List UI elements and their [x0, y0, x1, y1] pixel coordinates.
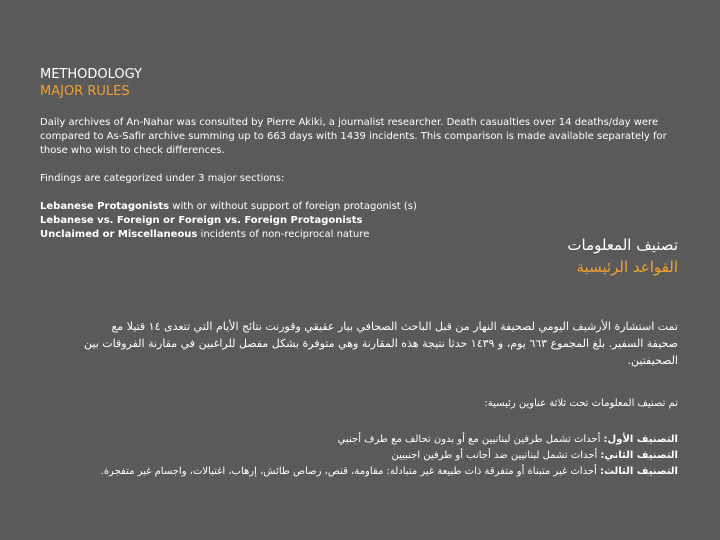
arabic-paragraph: تمت استشارة الأرشيف اليومي لصحيفة النهار من قبل الباحث الصحافي بيار عقيقي وقورنت نتائج الأيام التي تتعدى ١٤ قتيلا مع صحيفة السفير. بلغ المجموع ٦٦٣ يوم، و ١٤٣٩ حدثا نتيجة هذه المقارنة وهي متوفرة بشكل مفصل للراغبين في مقارنة الفروقات بين الصحيفتين.	[84, 320, 678, 367]
category-label: التصنيف الثاني:	[600, 450, 678, 461]
english-paragraph: Daily archives of An-Nahar was consulted by Pierre Akiki, a journalist researcher. Death casualties over 14 deaths/day were compared to As-Safir archive summing up to 663 days with 1439 incidents. This comparison is made available separately for those who wish to check differences.	[40, 117, 667, 156]
english-findings-intro: Findings are categorized under 3 major sections:	[40, 173, 285, 184]
category-text: أحداث تشمل طرفين لبنانيين مع أو بدون تحالف مع طرف أجنبي	[337, 434, 604, 445]
category-label: التصنيف الثالث:	[599, 466, 678, 477]
category-text: with or without support of foreign protagonist (s)	[169, 201, 417, 212]
english-heading	[40, 66, 690, 100]
arabic-categories	[58, 432, 678, 480]
arabic-title: تصنيف المعلومات	[567, 236, 678, 254]
arabic-findings-intro: تم تصنيف المعلومات تحت ثلاثة عناوين رئيسية:	[484, 398, 678, 409]
category-label: التصنيف الأول:	[603, 434, 678, 445]
arabic-category-2	[58, 448, 678, 464]
category-text: أحداث غير متبناة أو متفرقة ذات طبيعة غير متبادلة: مقاومة، قنص، رصاص طائش، إرهاب، اغتيالات، واجسام غير متفجرة.	[100, 466, 600, 477]
arabic-category-3	[58, 464, 678, 480]
category-text: أحداث تشمل لبنانيين ضد أجانب أو طرفين اجنبيين	[391, 450, 601, 461]
english-category-2	[40, 214, 690, 228]
category-text: incidents of non-reciprocal nature	[197, 229, 370, 240]
arabic-category-1	[58, 432, 678, 448]
arabic-subtitle: القواعد الرئيسية	[576, 258, 678, 276]
category-label: Unclaimed or Miscellaneous	[40, 229, 198, 240]
category-label: Lebanese vs. Foreign or Foreign vs. Foreign Protagonists	[40, 215, 363, 226]
english-category-1	[40, 200, 690, 214]
english-title: METHODOLOGY	[40, 67, 143, 82]
category-label: Lebanese Protagonists	[40, 201, 170, 212]
arabic-heading	[567, 234, 678, 278]
english-subtitle: MAJOR RULES	[40, 84, 130, 99]
